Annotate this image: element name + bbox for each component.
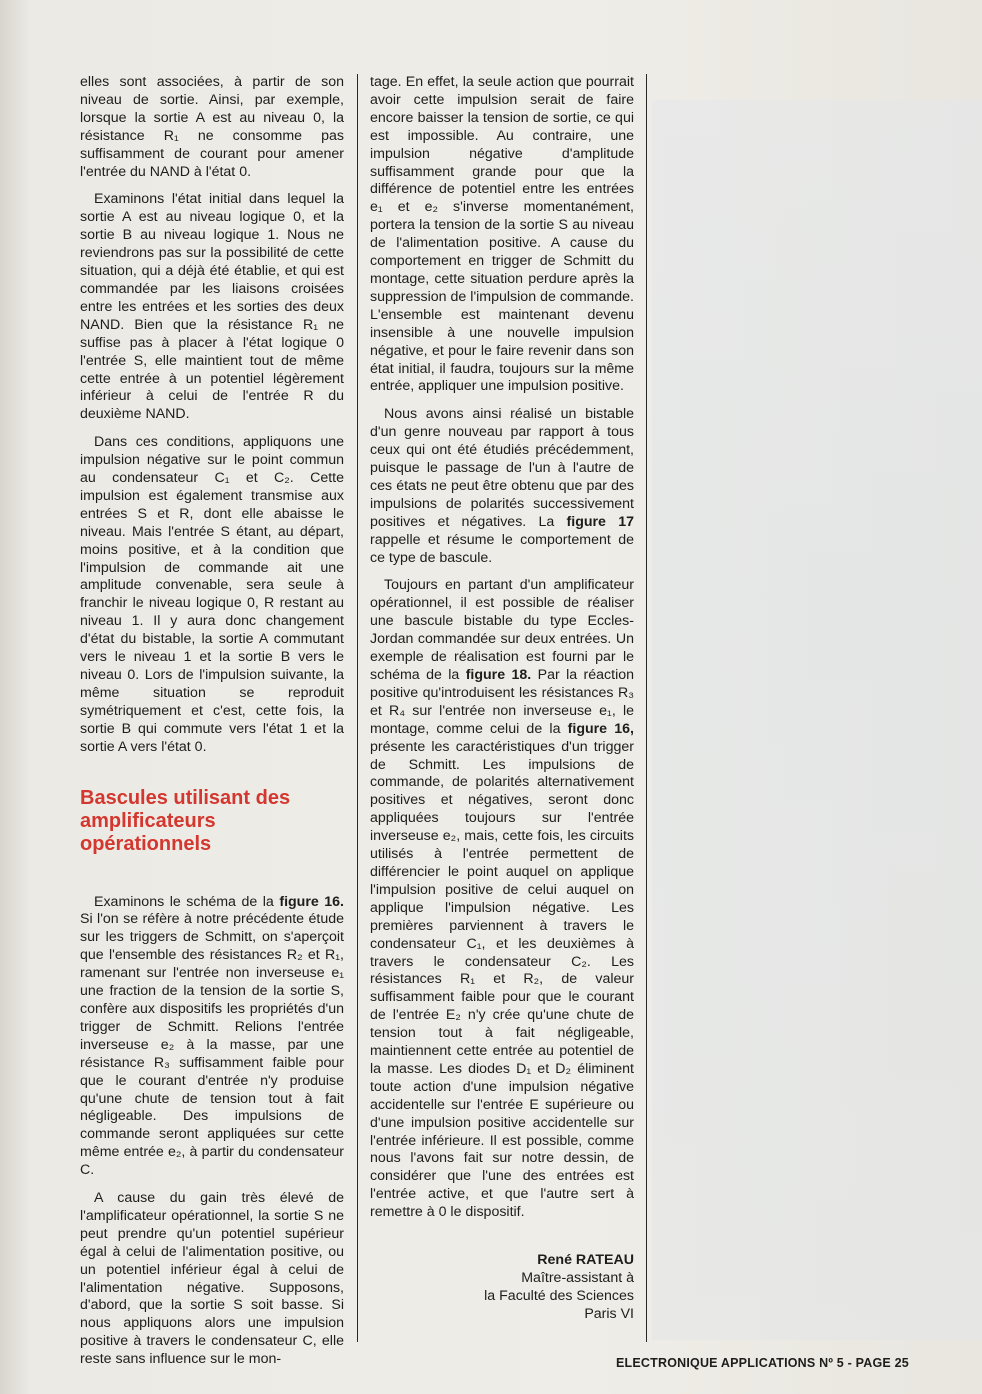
figure-reference: figure 17	[566, 513, 634, 530]
column-rule-left	[357, 74, 358, 1342]
figure-reference: figure 18.	[465, 667, 532, 683]
paragraph	[370, 406, 634, 567]
paragraph: tage. En effet, la seule action que pourrait avoir cette impulsion serait de faire encore baisser la tension de sortie, ce qui est impossible. Au contraire, une impulsion négative d'amplitude suffisamment grande pour que la différence de potentiel entre les entrées e₁ et e₂ s'inverse momentanément, portera la tension de la sortie S au niveau de l'alimentation positive. A cause du comportement en trigger de Schmitt du montage, cette situation perdure après la suppression de l'impulsion de commande. L'ensemble est maintenant devenu insensible à une nouvelle impulsion négative, et pour le faire revenir dans son état initial, il faudra, toujours sur la même entrée, appliquer une impulsion positive.	[370, 74, 634, 395]
text-run: Si l'on se réfère à notre précédente étude sur les triggers de Schmitt, on s'aperçoit que l'ensemble des résistances R₂ et R₁, ramenant sur l'entrée non inverseuse e₁ une fraction de la tension de la sortie S, confère aux dispositifs les propriétés d'un trigger de Schmitt. Relions l'entrée inverseuse e₂ à la masse, par une résistance R₃ suffisamment faible pour que le courant d'entrée n'y produise qu'une chute de tension tout à fait négligeable. Des impulsions de commande seront appliquées sur cette même entrée e₂, à partir du condensateur C.	[80, 911, 344, 1179]
text-run: Nous avons ainsi réalisé un bistable d'un genre nouveau par rapport à tous ceux qui ont été étudiés précédemment, puisque le passage de l'un à l'autre de ces états ne peut être obtenu que par des impulsions de polarités successivement positives et négatives. La	[370, 406, 634, 530]
text-run: Examinons le schéma de la	[94, 893, 280, 910]
author-title: Maître-assistant à	[521, 1270, 634, 1286]
facing-page-bleed	[652, 100, 982, 1340]
author-name: René RATEAU	[537, 1252, 634, 1269]
author-affiliation: la Faculté des Sciences	[484, 1287, 634, 1304]
section-heading: Bascules utilisant des amplificateurs opérationnels	[80, 786, 291, 855]
paragraph	[80, 894, 344, 1181]
paragraph: A cause du gain très élevé de l'amplificateur opérationnel, la sortie S ne peut prendre qu'un potentiel supérieur égal à celui de l'alimentation positive, ou un potentiel inférieur égal à celui de l'alimentation négative. Supposons, d'abord, que la sortie S soit basse. Si nous appliquons alors une impulsion positive à travers le condensateur C, elle reste sans influence sur le mon-	[80, 1190, 344, 1368]
text-run: rappelle et résume le comportement de ce type de bascule.	[370, 531, 634, 566]
text-column-left	[80, 74, 344, 1379]
text-run: Toujours en partant d'un amplificateur opérationnel, il est possible de réaliser une bascule bistable du type Eccles-Jordan commandée sur deux entrées. Un exemple de réalisation est fourni par le schéma de la	[370, 577, 634, 683]
column-rule-right	[646, 74, 647, 1342]
text-run: Par la réaction positive qu'introduisent les résistances R₃ et R₄ sur l'entrée non inverseuse e₁, le montage, comme celui de la	[370, 667, 634, 737]
paragraph: elles sont associées, à partir de son niveau de sortie. Ainsi, par exemple, lorsque la sortie A est au niveau 0, la résistance R₁ ne consomme pas suffisamment de courant pour amener l'entrée du NAND à l'état 0.	[80, 74, 344, 180]
paragraph: Dans ces conditions, appliquons une impulsion négative sur le point commun au condensateur C₁ et C₂. Cette impulsion est également transmise aux entrées S et R, dont elle abaisse le niveau. Mais l'entrée S étant, au départ, moins positive, et à la condition que l'impulsion de commande ait une amplitude convenable, sera seule à franchir le niveau logique 0, R restant au niveau 1. Il y aura donc changement d'état du bistable, la sortie A commutant vers le niveau 1 et la sortie B vers le niveau 0. Lors de l'impulsion suivante, la même situation se reproduit symétriquement et c'est, cette fois, la sortie B qui commute vers l'état 1 et la sortie A vers l'état 0.	[80, 434, 344, 755]
text-run: présente les caractéristiques d'un trigger de Schmitt. Les impulsions de commande, de polarités alternativement positives et négatives, seront donc appliquées toujours sur l'entrée inverseuse e₂, mais, cette fois, les circuits utilisés à l'entrée permettent de différencier le point auquel on applique l'impulsion positive de celui auquel on applique l'impulsion négative. Les premières parviennent à travers le condensateur C₁, et les deuxièmes à travers le condensateur C₂. Les résistances R₁ et R₂, de valeur suffisamment faible pour que le courant de l'entrée E₂ n'y crée qu'une chute de tension tout à fait négligeable, maintiennent cette entrée au potentiel de la masse. Les diodes D₁ et D₂ éliminent toute action d'une impulsion négative accidentelle sur l'entrée E supérieure ou d'une impulsion positive accidentelle sur l'entrée inférieure. Il est possible, comme nous l'avons fait sur notre dessin, de considérer que l'une des entrées est l'entrée active, et que l'autre sert à remettre à 0 le dispositif.	[370, 738, 634, 1221]
figure-reference: figure 16,	[567, 720, 634, 737]
figure-reference: figure 16.	[279, 893, 344, 910]
author-signature	[370, 1252, 634, 1324]
text-column-right	[370, 74, 634, 1324]
author-city: Paris VI	[584, 1305, 634, 1322]
page-footer: ELECTRONIQUE APPLICATIONS Nº 5 - PAGE 25	[616, 1356, 909, 1370]
paragraph	[370, 577, 634, 1222]
paragraph: Examinons l'état initial dans lequel la sortie A est au niveau logique 0, et la sortie B au niveau logique 1. Nous ne reviendrons pas sur la possibilité de cette situation, qui a déjà été établie, et qui est commandée par les liaisons croisées entre les entrées et les sorties des deux NAND. Bien que la résistance R₁ ne suffise pas à placer à l'état logique 0 l'entrée S, elle maintient tout de même cette entrée à un potentiel légèrement inférieur à celui de l'entrée R du deuxième NAND.	[80, 191, 344, 423]
